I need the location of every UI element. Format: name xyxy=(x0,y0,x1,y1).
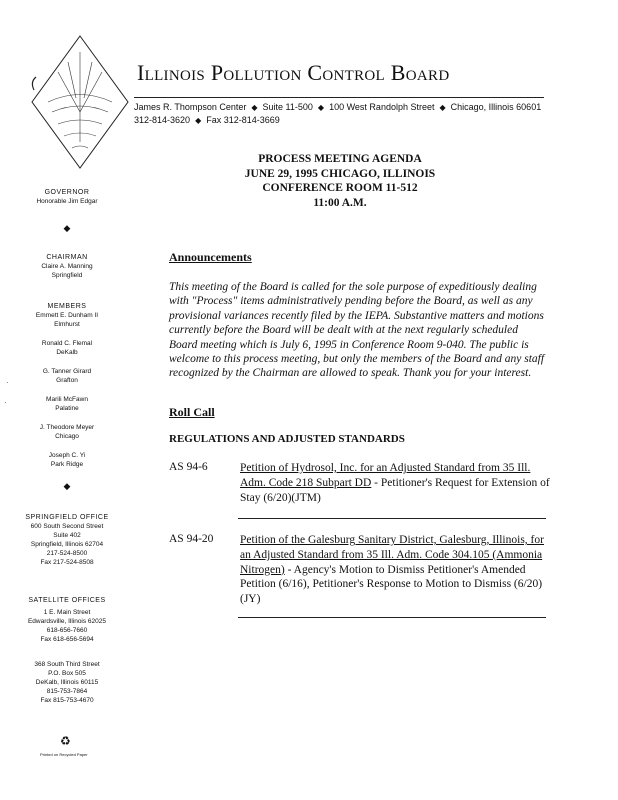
governor-name: Honorable Jim Edgar xyxy=(36,198,98,205)
roll-call-heading: Roll Call xyxy=(169,405,215,419)
sidebar-chairman xyxy=(8,253,126,280)
member-item: Joseph C. Yi Park Ridge xyxy=(48,452,86,468)
printed-note: Printed on Recycled Paper xyxy=(40,752,88,757)
sidebar-satellite-offices: SATELLITE OFFICES 1 E. Main Street Edwardsville, Illinois 62025 618-656-7660 Fax 618-656-5694 368 South Third Street P.O. Box 505 DeKalb, Illinois 60115 815-753-7864 Fax 815-753-4670 xyxy=(8,596,126,705)
case-description xyxy=(240,533,550,607)
margin-mark: · xyxy=(4,398,7,407)
case-title: Petition of the Galesburg Sanitary District, Galesburg, Illinois, for an Adjusted Standard from 35 Ill. Adm. Code 304.105 (Ammonia Nitrogen) xyxy=(240,534,544,576)
address-line-2: 312-814-3620 ◆ Fax 312-814-3669 xyxy=(134,115,280,125)
members-title: MEMBERS xyxy=(47,303,87,310)
announcements-text: This meeting of the Board is called for the sole purpose of expeditiously dealing with "Process" items administratively pending before the Board, as well as any provisional variances recently filed by the IEPA. Substantive matters and motions currently before the Board will be dealt with at the next regularly scheduled Board meeting which is July 6, 1995 in Conference Room 9-040. The public is welcome to this process meeting, but only the members of the Board and any staff recognized by the Chairman are allowed to speak. Thank you for your interest. xyxy=(169,281,545,380)
case-detail: - Petitioner's Request for Extension of Stay (6/20)(JTM) xyxy=(240,476,550,504)
agenda-room: CONFERENCE ROOM 11-512 xyxy=(262,182,418,194)
springfield-title: SPRINGFIELD OFFICE xyxy=(25,514,109,521)
sidebar-springfield-office: SPRINGFIELD OFFICE 600 South Second Street Suite 402 Springfield, Illinois 62704 217-524-8500 Fax 217-524-8508 xyxy=(8,513,126,567)
chairman-name: Claire A. Manning xyxy=(41,263,93,270)
case-detail: - Agency's Motion to Dismiss Petitioner's Amended Petition (6/16), Petitioner's Response to Motion to Dismiss (6/20)(JY) xyxy=(240,563,543,606)
chairman-title: CHAIRMAN xyxy=(46,254,88,261)
agenda-title-block xyxy=(220,152,460,210)
announcements-heading: Announcements xyxy=(169,250,252,264)
recycle-icon: ♻ xyxy=(60,734,71,748)
member-item: J. Theodore Meyer Chicago xyxy=(39,424,95,440)
regulations-heading: REGULATIONS AND ADJUSTED STANDARDS xyxy=(169,433,405,445)
member-item: G. Tanner Girard Grafton xyxy=(42,368,92,384)
case-number: AS 94-6 xyxy=(169,461,208,473)
case-divider xyxy=(238,617,546,618)
member-item: Ronald C. Flemal DeKalb xyxy=(41,340,93,356)
margin-mark: · xyxy=(6,378,9,387)
diamond-icon: ◆ xyxy=(63,223,71,233)
diamond-icon: ◆ xyxy=(63,481,71,491)
agenda-date: JUNE 29, 1995 CHICAGO, ILLINOIS xyxy=(244,167,436,180)
case-description xyxy=(240,461,550,505)
address-line-1: James R. Thompson Center ◆ Suite 11-500 ◆ 100 West Randolph Street ◆ Chicago, Illinois 60601 xyxy=(134,102,542,112)
sidebar-governor xyxy=(8,188,126,206)
member-item: Marili McFawn Palatine xyxy=(46,396,88,412)
case-number: AS 94-20 xyxy=(169,533,214,545)
case-divider xyxy=(238,518,546,519)
header-divider xyxy=(134,97,544,98)
member-item: Emmett E. Dunham II Elmhurst xyxy=(35,312,99,328)
satellite-title: SATELLITE OFFICES xyxy=(28,597,106,604)
chairman-city: Springfield xyxy=(51,272,83,279)
case-title: Petition of Hydrosol, Inc. for an Adjusted Standard from 35 Ill. Adm. Code 218 Subpart DD xyxy=(240,462,531,489)
board-seal-logo xyxy=(28,32,132,172)
agenda-time: 11:00 A.M. xyxy=(313,196,367,209)
board-name: Illinois Pollution Control Board xyxy=(137,60,450,85)
governor-title: GOVERNOR xyxy=(44,189,90,196)
sidebar-members xyxy=(8,302,126,469)
agenda-title: PROCESS MEETING AGENDA xyxy=(258,153,422,165)
